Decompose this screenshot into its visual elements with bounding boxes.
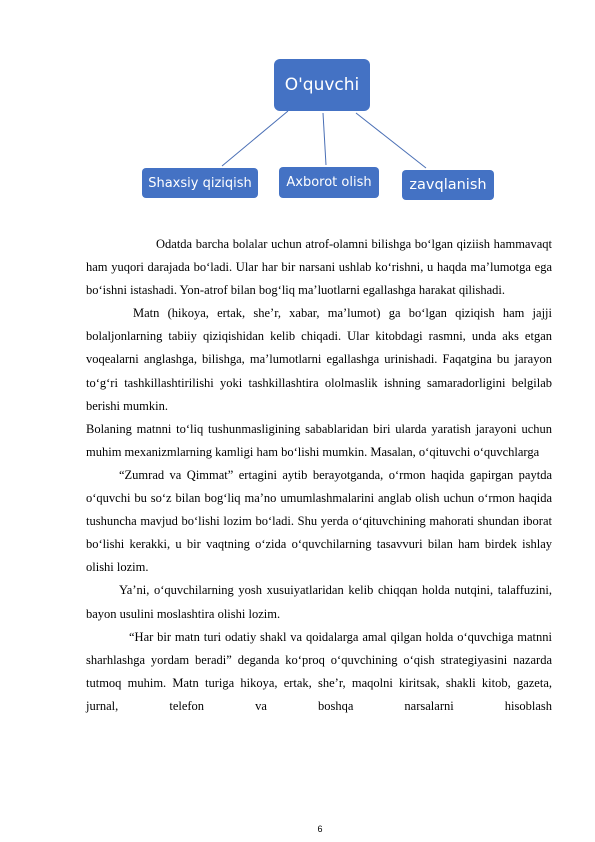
diagram-node-shaxsiy-qiziqish: Shaxsiy qiziqish [142,168,258,198]
body-text [86,233,552,718]
connector-line [323,113,326,165]
paragraph: Odatda barcha bolalar uchun atrof-olamni bilishga bo‘lgan qiziish hammavaqt ham yuqori darajada bo‘ladi. Ular har bir narsani ushlab ko‘rishni, u haqda ma’lumotga ega bo‘ishni istashadi. Yon-atrof bilan bog‘liq ma’luotlarni egallashga harakat qilishadi. [86,237,552,298]
paragraph: Matn (hikoya, ertak, she’r, xabar, ma’lumot) ga bo‘lgan qiziqish ham jajji bolaljonlarning tabiiy qiziqishidan kelib chiqadi. Ular kitobdagi rasmni, unda aks etgan voqealarni anglashga, bilishga, ma’lumotlarni egallashga urinishadi. Faqatgina bu jarayon to‘g‘ri tashkillashtirilishi yoki tashkillashtira ololmaslik ishning samaradorligini belgilab berishi mumkin. [86,306,552,413]
concept-diagram [0,0,595,215]
paragraph: “Har bir matn turi odatiy shakl va qoidalarga amal qilgan holda o‘quvchiga matnni sharhlashga yordam beradi” deganda ko‘proq o‘quvchining o‘qish strategiyasini nazarda tutmoq muhim. Matn turiga hikoya, ertak, she’r, maqolni kiritsak, shakli kitob, gazeta, jurnal, telefon va boshqa narsalarni hisoblash [86,629,552,713]
page-number: 6 [317,824,323,834]
diagram-node-zavqlanish: zavqlanish [402,170,494,200]
paragraph: Bolaning matnni to‘liq tushunmasligining sabablaridan biri ularda yaratish jarayoni uchun muhim mexanizmlarning kamligi ham bo‘lishi mumkin. Masalan, o‘qituvchi o‘quvchlarga [86,421,552,459]
connector-line [356,113,426,168]
diagram-node-axborot-olish: Axborot olish [279,167,379,198]
diagram-root-node: O'quvchi [274,59,370,111]
paragraph: Ya’ni, o‘quvchilarning yosh xusuiyatlaridan kelib chiqqan holda nutqini, talaffuzini, bayon usulini moslashtira olishi lozim. [86,583,552,621]
connector-line [222,111,288,166]
paragraph: “Zumrad va Qimmat” ertagini aytib berayotganda, o‘rmon haqida gapirgan paytda o‘quvchi bu so‘z bilan bog‘liq ma’no umumlashmalarini anglab olish uchun o‘rmon haqida tushuncha mavjud bo‘lishi lozim bo‘ladi. Shu yerda o‘qituvchining mahorati shundan iborat bo‘lishi kerakki, u bir vaqtning o‘zida o‘quvchilarning tasavvuri bilan ham birdek ishlay olishi lozim. [86,467,552,575]
